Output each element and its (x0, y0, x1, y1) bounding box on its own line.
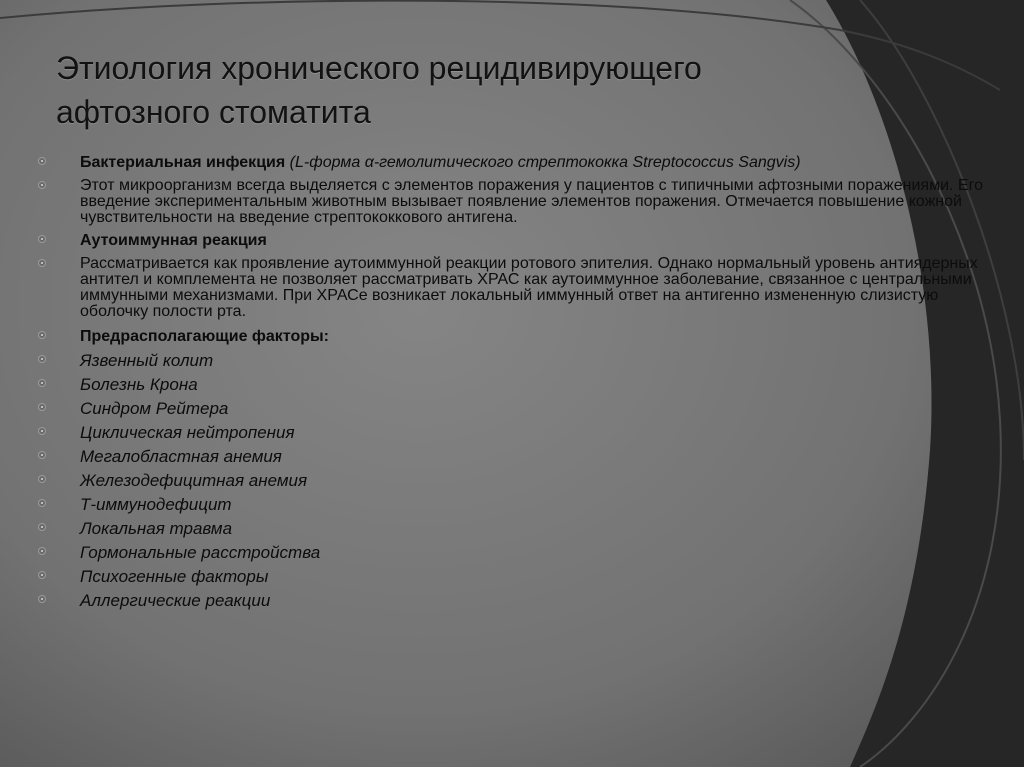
bullet-icon (38, 157, 46, 165)
factor-item (36, 400, 986, 418)
factor-item (36, 520, 986, 538)
bullet-icon (38, 547, 46, 555)
factor-item (36, 472, 986, 490)
factor-item (36, 496, 986, 514)
factor-item (36, 448, 986, 466)
title-line-1: Этиология хронического рецидивирующего (56, 50, 702, 86)
factor-label: Гормональные расстройства (80, 543, 321, 562)
autoimmune-heading: Аутоиммунная реакция (80, 232, 267, 249)
bullet-icon (38, 379, 46, 387)
factor-label: Т-иммунодефицит (80, 495, 232, 514)
bullet-factors-heading (36, 328, 986, 346)
bullet-icon (38, 259, 46, 267)
factor-label: Мегалобластная анемия (80, 447, 282, 466)
factor-label: Циклическая нейтропения (80, 423, 295, 442)
bullet-icon (38, 355, 46, 363)
factor-item (36, 592, 986, 610)
bullet-bacterial-text (36, 178, 986, 226)
factor-item (36, 376, 986, 394)
factor-label: Железодефицитная анемия (80, 471, 308, 490)
bullet-icon (38, 595, 46, 603)
bullet-bacterial-heading (36, 154, 986, 172)
factor-label: Психогенные факторы (80, 567, 269, 586)
bullet-autoimmune-text (36, 256, 986, 320)
bullet-icon (38, 427, 46, 435)
bullet-icon (38, 499, 46, 507)
slide-title (56, 46, 916, 134)
bullet-icon (38, 571, 46, 579)
bacterial-text: Этот микроорганизм всегда выделяется с элементов поражения у пациентов с типичными афтозными поражениями. Его введение экспериментальным животным вызывает появление элементов поражения. Отмечается повышение кожной чувствительности на введение стрептококкового антигена. (80, 177, 983, 226)
factor-label: Синдром Рейтера (80, 399, 229, 418)
bullet-icon (38, 181, 46, 189)
bullet-icon (38, 331, 46, 339)
bullet-icon (38, 235, 46, 243)
autoimmune-text: Рассматривается как проявление аутоиммунной реакции ротового эпителия. Однако нормальный уровень антиядерных антител и комплемента не позволяет рассматривать ХРАС как аутоиммунное заболевание, связанное с центральными иммунными механизмами. При ХРАСе возникает локальный иммунный ответ на антигенно измененную слизистую оболочку полости рта. (80, 255, 978, 320)
factor-label: Аллергические реакции (80, 591, 271, 610)
bacterial-heading: Бактериальная инфекция (80, 154, 286, 171)
factor-item (36, 424, 986, 442)
bullet-icon (38, 475, 46, 483)
factors-heading: Предрасполагающие факторы: (80, 328, 329, 345)
factor-label: Язвенный колит (80, 351, 214, 370)
bullet-list (36, 154, 986, 616)
bullet-autoimmune-heading (36, 232, 986, 250)
factor-label: Болезнь Крона (80, 375, 198, 394)
bullet-icon (38, 403, 46, 411)
factor-label: Локальная травма (80, 519, 233, 538)
factor-item (36, 352, 986, 370)
factor-item (36, 568, 986, 586)
bullet-icon (38, 523, 46, 531)
bullet-icon (38, 451, 46, 459)
factor-item (36, 544, 986, 562)
title-line-2: афтозного стоматита (56, 94, 371, 130)
bacterial-note: (L-форма α-гемолитического стрептококка Streptococcus Sangvis) (289, 154, 801, 171)
